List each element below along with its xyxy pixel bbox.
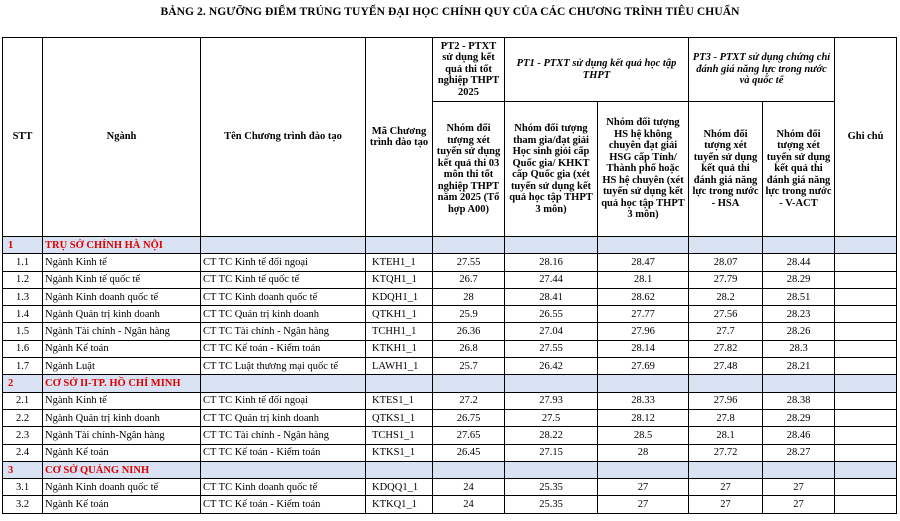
section-stt: 2 [3,375,43,392]
section-empty-cell [366,375,433,392]
row-code: TCHH1_1 [366,323,433,340]
row-stt: 1.4 [3,306,43,323]
row-pt3-vact-score: 28.23 [763,306,835,323]
section-empty-cell [689,375,763,392]
section-row [3,237,897,254]
row-pt1-national-score: 27.44 [505,271,598,288]
section-row [3,461,897,478]
row-pt1-provincial-score: 27.77 [598,306,689,323]
row-pt3-vact-score: 28.38 [763,392,835,409]
table-row [3,392,897,409]
subheader-pt3-vact: Nhóm đối tượng xét tuyển sử dụng kết quả thi đánh giá năng lực trong nước - V-ACT [763,102,835,237]
row-pt1-provincial-score: 28.1 [598,271,689,288]
row-nganh: Ngành Tài chính - Ngân hàng [43,323,201,340]
row-code: QTKS1_1 [366,409,433,426]
section-name: TRỤ SỞ CHÍNH HÀ NỘI [43,237,201,254]
section-empty-cell [835,237,897,254]
row-pt1-provincial-score: 27 [598,496,689,513]
row-pt3-vact-score: 28.29 [763,409,835,426]
row-pt3-hsa-score: 27.56 [689,306,763,323]
section-empty-cell [201,237,366,254]
section-empty-cell [763,461,835,478]
row-pt1-national-score: 28.16 [505,254,598,271]
section-empty-cell [835,375,897,392]
row-stt: 1.1 [3,254,43,271]
subheader-pt2: Nhóm đối tượng xét tuyển sử dụng kết quả thi 03 môn thi tốt nghiệp THPT năm 2025 (Tổ hợp A00) [433,102,505,237]
row-pt2-score: 27.65 [433,427,505,444]
section-row [3,375,897,392]
row-code: KTKS1_1 [366,444,433,461]
row-note [835,496,897,513]
header-pt2: PT2 - PTXT sử dụng kết quả thi tốt nghiệp THPT 2025 [433,38,505,102]
row-pt1-provincial-score: 28.14 [598,340,689,357]
row-program: CT TC Quản trị kinh doanh [201,306,366,323]
row-program: CT TC Kinh tế quốc tế [201,271,366,288]
row-program: CT TC Kinh tế đối ngoại [201,254,366,271]
row-note [835,392,897,409]
row-pt3-hsa-score: 27 [689,496,763,513]
row-stt: 1.5 [3,323,43,340]
row-pt2-score: 26.45 [433,444,505,461]
row-pt3-hsa-score: 27.96 [689,392,763,409]
row-nganh: Ngành Kinh tế [43,254,201,271]
table-row [3,358,897,375]
row-pt1-national-score: 27.04 [505,323,598,340]
header-note: Ghi chú [835,38,897,237]
page-title: BẢNG 2. NGƯỠNG ĐIỂM TRÚNG TUYỂN ĐẠI HỌC CHÍNH QUY CỦA CÁC CHƯƠNG TRÌNH TIÊU CHUẨN [160,6,740,18]
row-pt3-vact-score: 28.3 [763,340,835,357]
row-program: CT TC Tài chính - Ngân hàng [201,427,366,444]
row-pt1-provincial-score: 28.12 [598,409,689,426]
row-stt: 2.1 [3,392,43,409]
row-pt1-national-score: 25.35 [505,496,598,513]
row-code: KTES1_1 [366,392,433,409]
row-nganh: Ngành Luật [43,358,201,375]
section-empty-cell [433,237,505,254]
row-nganh: Ngành Quản trị kinh doanh [43,409,201,426]
row-note [835,288,897,305]
row-nganh: Ngành Kế toán [43,496,201,513]
section-name: CƠ SỞ II-TP. HỒ CHÍ MINH [43,375,201,392]
row-note [835,409,897,426]
table-row [3,254,897,271]
section-empty-cell [505,237,598,254]
row-pt1-national-score: 26.42 [505,358,598,375]
row-nganh: Ngành Kế toán [43,340,201,357]
row-note [835,358,897,375]
row-nganh: Ngành Kế toán [43,444,201,461]
row-pt2-score: 28 [433,288,505,305]
row-pt3-vact-score: 28.26 [763,323,835,340]
row-code: KTEH1_1 [366,254,433,271]
row-pt2-score: 26.75 [433,409,505,426]
row-stt: 2.2 [3,409,43,426]
table-row [3,340,897,357]
header-stt: STT [3,38,43,237]
row-note [835,306,897,323]
row-stt: 2.3 [3,427,43,444]
row-pt3-hsa-score: 27.7 [689,323,763,340]
row-code: QTKH1_1 [366,306,433,323]
section-empty-cell [201,375,366,392]
row-code: KDQQ1_1 [366,479,433,496]
row-stt: 1.2 [3,271,43,288]
table-row [3,271,897,288]
row-program: CT TC Kinh tế đối ngoại [201,392,366,409]
section-empty-cell [598,375,689,392]
row-pt3-vact-score: 28.46 [763,427,835,444]
subheader-pt1-provincial: Nhóm đối tượng HS hệ không chuyên đạt giải HSG cấp Tỉnh/ Thành phố hoặc HS hệ chuyên (xét tuyển sử dụng kết quả học tập THPT 3 môn) [598,102,689,237]
row-pt3-vact-score: 28.51 [763,288,835,305]
row-code: KTKQ1_1 [366,496,433,513]
section-empty-cell [366,461,433,478]
row-program: CT TC Luật thương mại quốc tế [201,358,366,375]
row-pt3-hsa-score: 28.07 [689,254,763,271]
row-pt3-hsa-score: 27.82 [689,340,763,357]
table-row [3,496,897,513]
header-nganh: Ngành [43,38,201,237]
row-pt3-hsa-score: 28.1 [689,427,763,444]
row-pt1-national-score: 27.55 [505,340,598,357]
row-pt1-provincial-score: 27 [598,479,689,496]
row-pt1-provincial-score: 27.69 [598,358,689,375]
section-stt: 1 [3,237,43,254]
row-program: CT TC Kế toán - Kiểm toán [201,340,366,357]
row-stt: 2.4 [3,444,43,461]
row-pt3-hsa-score: 27 [689,479,763,496]
row-stt: 1.6 [3,340,43,357]
row-note [835,427,897,444]
row-note [835,479,897,496]
row-pt1-provincial-score: 28.33 [598,392,689,409]
header-code: Mã Chương trình đào tạo [366,38,433,237]
row-pt2-score: 24 [433,479,505,496]
section-empty-cell [689,461,763,478]
section-empty-cell [433,461,505,478]
row-pt3-vact-score: 28.29 [763,271,835,288]
row-nganh: Ngành Kinh tế [43,392,201,409]
subheader-pt1-national: Nhóm đối tượng tham gia/đạt giải Học sinh giỏi cấp Quốc gia/ KHKT cấp Quốc gia (xét tuyển sử dụng kết quả học tập THPT 3 môn) [505,102,598,237]
row-pt1-national-score: 25.35 [505,479,598,496]
row-pt3-vact-score: 28.44 [763,254,835,271]
row-pt1-national-score: 27.15 [505,444,598,461]
subheader-pt3-hsa: Nhóm đối tượng xét tuyển sử dụng kết quả thi đánh giá năng lực trong nước - HSA [689,102,763,237]
row-stt: 3.1 [3,479,43,496]
row-pt1-provincial-score: 27.96 [598,323,689,340]
table-row [3,427,897,444]
section-empty-cell [505,375,598,392]
row-program: CT TC Kinh doanh quốc tế [201,479,366,496]
row-pt1-provincial-score: 28 [598,444,689,461]
row-program: CT TC Tài chính - Ngân hàng [201,323,366,340]
row-code: KDQH1_1 [366,288,433,305]
row-pt2-score: 25.7 [433,358,505,375]
row-nganh: Ngành Kinh doanh quốc tế [43,288,201,305]
section-empty-cell [505,461,598,478]
row-code: KTQH1_1 [366,271,433,288]
row-code: TCHS1_1 [366,427,433,444]
row-stt: 1.3 [3,288,43,305]
row-code: LAWH1_1 [366,358,433,375]
row-pt2-score: 26.7 [433,271,505,288]
section-empty-cell [689,237,763,254]
row-pt1-national-score: 28.41 [505,288,598,305]
row-pt3-vact-score: 27 [763,479,835,496]
row-pt3-vact-score: 27 [763,496,835,513]
row-pt1-national-score: 27.5 [505,409,598,426]
section-empty-cell [598,461,689,478]
table-row [3,409,897,426]
row-note [835,444,897,461]
row-pt3-vact-score: 28.27 [763,444,835,461]
row-pt3-hsa-score: 27.79 [689,271,763,288]
header-program: Tên Chương trình đào tạo [201,38,366,237]
row-pt2-score: 27.2 [433,392,505,409]
section-empty-cell [763,375,835,392]
table-body [3,237,897,514]
header-pt1: PT1 - PTXT sử dụng kết quả học tập THPT [505,38,689,102]
section-empty-cell [201,461,366,478]
table-row [3,479,897,496]
section-empty-cell [835,461,897,478]
row-pt1-provincial-score: 28.47 [598,254,689,271]
row-note [835,254,897,271]
section-name: CƠ SỞ QUẢNG NINH [43,461,201,478]
row-pt2-score: 26.36 [433,323,505,340]
row-pt2-score: 27.55 [433,254,505,271]
section-empty-cell [433,375,505,392]
row-pt3-hsa-score: 27.48 [689,358,763,375]
row-nganh: Ngành Kinh doanh quốc tế [43,479,201,496]
row-nganh: Ngành Tài chính-Ngân hàng [43,427,201,444]
row-pt2-score: 26.8 [433,340,505,357]
row-stt: 1.7 [3,358,43,375]
row-nganh: Ngành Quản trị kinh doanh [43,306,201,323]
row-pt1-national-score: 28.22 [505,427,598,444]
row-pt1-provincial-score: 28.62 [598,288,689,305]
row-stt: 3.2 [3,496,43,513]
row-nganh: Ngành Kinh tế quốc tế [43,271,201,288]
row-program: CT TC Kinh doanh quốc tế [201,288,366,305]
header-pt3: PT3 - PTXT sử dụng chứng chỉ đánh giá năng lực trong nước và quốc tế [689,38,835,102]
admission-score-table [2,37,897,514]
row-pt1-provincial-score: 28.5 [598,427,689,444]
row-note [835,340,897,357]
row-pt2-score: 25.9 [433,306,505,323]
row-pt1-national-score: 26.55 [505,306,598,323]
section-empty-cell [598,237,689,254]
row-program: CT TC Kế toán - Kiểm toán [201,496,366,513]
row-pt3-hsa-score: 28.2 [689,288,763,305]
row-pt3-hsa-score: 27.72 [689,444,763,461]
table-row [3,444,897,461]
section-empty-cell [366,237,433,254]
table-header [3,38,897,237]
row-pt1-national-score: 27.93 [505,392,598,409]
table-row [3,288,897,305]
row-pt3-hsa-score: 27.8 [689,409,763,426]
row-code: KTKH1_1 [366,340,433,357]
row-note [835,271,897,288]
row-program: CT TC Kế toán - Kiểm toán [201,444,366,461]
table-row [3,323,897,340]
section-empty-cell [763,237,835,254]
table-row [3,306,897,323]
row-note [835,323,897,340]
row-pt3-vact-score: 28.21 [763,358,835,375]
row-program: CT TC Quản trị kinh doanh [201,409,366,426]
row-pt2-score: 24 [433,496,505,513]
section-stt: 3 [3,461,43,478]
